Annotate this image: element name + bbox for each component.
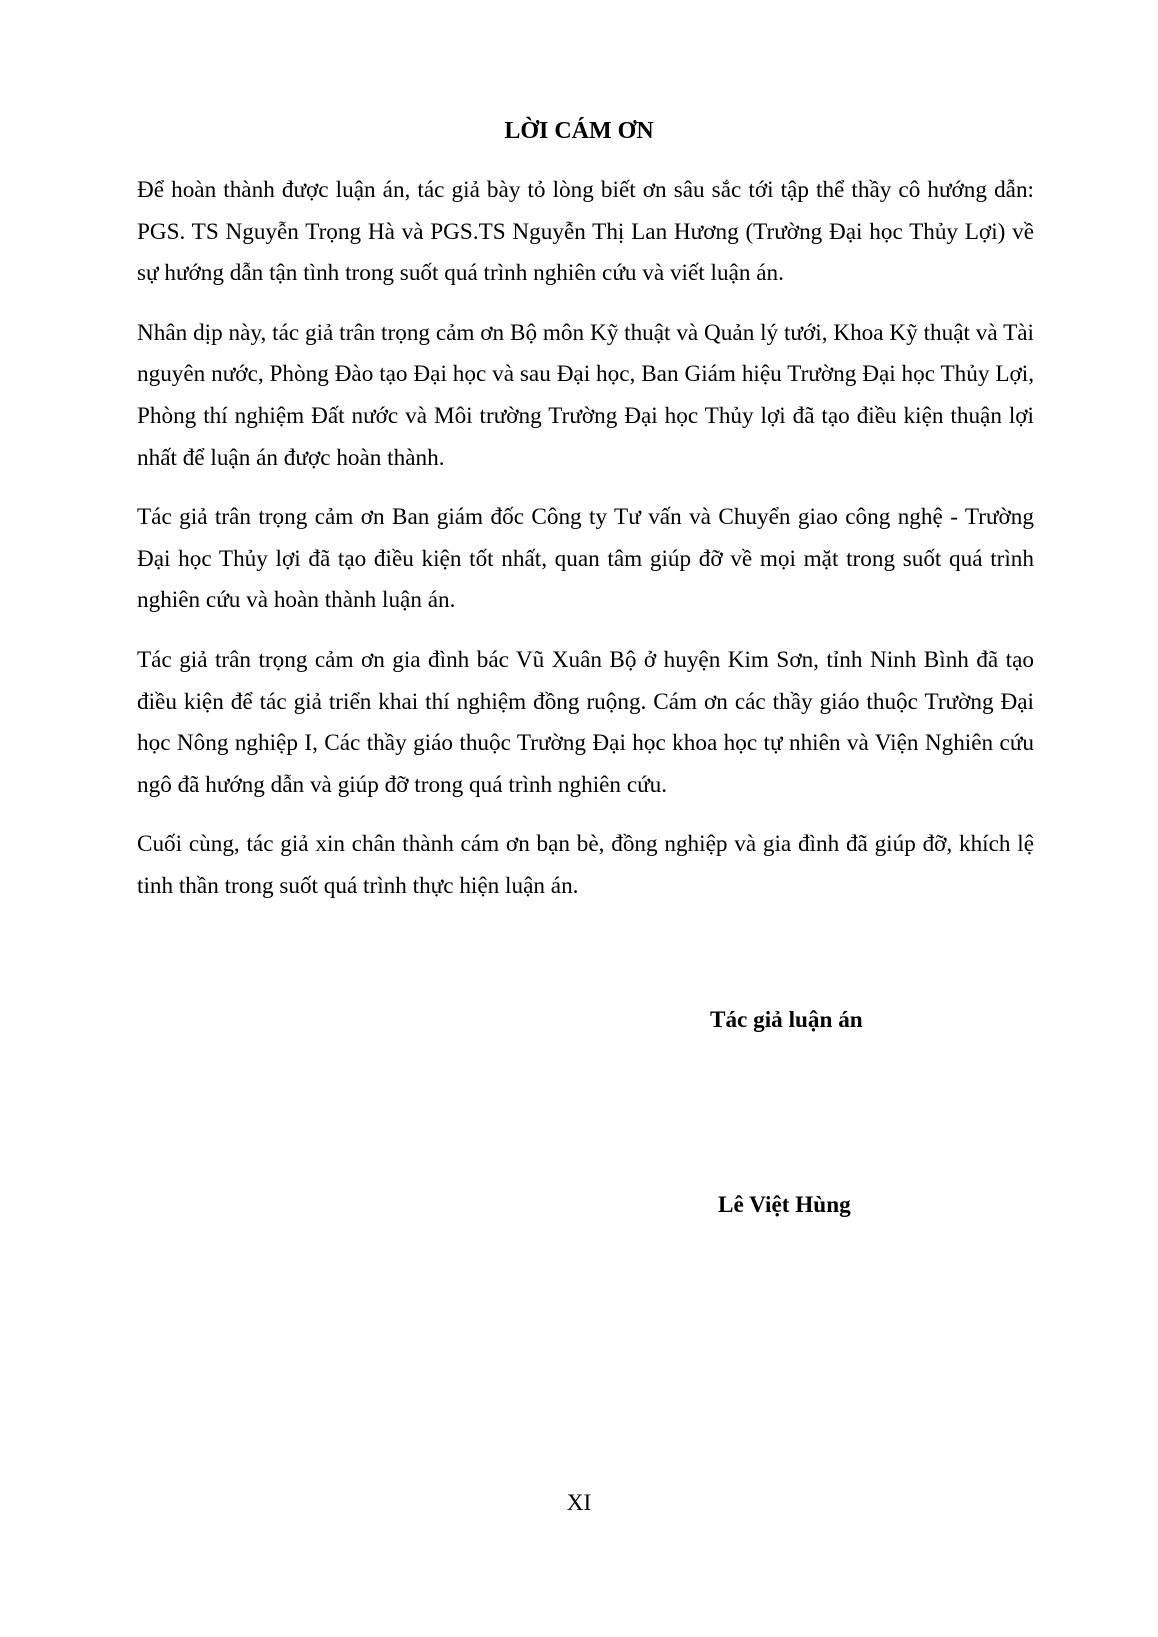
signature-name: Lê Việt Hùng <box>718 1192 851 1218</box>
paragraph-field-experiment: Tác giả trân trọng cảm ơn gia đình bác Vũ Xuân Bộ ở huyện Kim Sơn, tỉnh Ninh Bình đã tạo điều kiện để tác giả triển khai thí nghiệm đồng ruộng. Cám ơn các thầy giáo thuộc Trường Đại học Nông nghiệp I, Các thầy giáo thuộc Trường Đại học khoa học tự nhiên và Viện Nghiên cứu ngô đã hướng dẫn và giúp đỡ trong quá trình nghiên cứu. <box>137 646 1034 798</box>
page-number: XI <box>566 1490 592 1516</box>
paragraph-closing: Cuối cùng, tác giả xin chân thành cám ơn bạn bè, đồng nghiệp và gia đình đã giúp đỡ, khích lệ tinh thần trong suốt quá trình thực hiện luận án. <box>137 831 1034 899</box>
paragraph-university: Nhân dịp này, tác giả trân trọng cảm ơn Bộ môn Kỹ thuật và Quản lý tưới, Khoa Kỹ thuật và Tài nguyên nước, Phòng Đào tạo Đại học và sau Đại học, Ban Giám hiệu Trường Đại học Thủy Lợi, Phòng thí nghiệm Đất nước và Môi trường Trường Đại học Thủy lợi đã tạo điều kiện thuận lợi nhất để luận án được hoàn thành. <box>137 319 1034 471</box>
page-title: LỜI CÁM ƠN <box>504 118 654 144</box>
acknowledgement-body <box>137 170 1034 926</box>
signature-role: Tác giả luận án <box>710 1007 863 1033</box>
paragraph-company: Tác giả trân trọng cảm ơn Ban giám đốc Công ty Tư vấn và Chuyển giao công nghệ - Trường Đại học Thủy lợi đã tạo điều kiện tốt nhất, quan tâm giúp đỡ về mọi mặt trong suốt quá trình nghiên cứu và hoàn thành luận án. <box>137 504 1034 614</box>
paragraph-advisors: Để hoàn thành được luận án, tác giả bày tỏ lòng biết ơn sâu sắc tới tập thể thầy cô hướng dẫn: PGS. TS Nguyễn Trọng Hà và PGS.TS Nguyễn Thị Lan Hương (Trường Đại học Thủy Lợi) về sự hướng dẫn tận tình trong suốt quá trình nghiên cứu và viết luận án. <box>137 177 1034 287</box>
